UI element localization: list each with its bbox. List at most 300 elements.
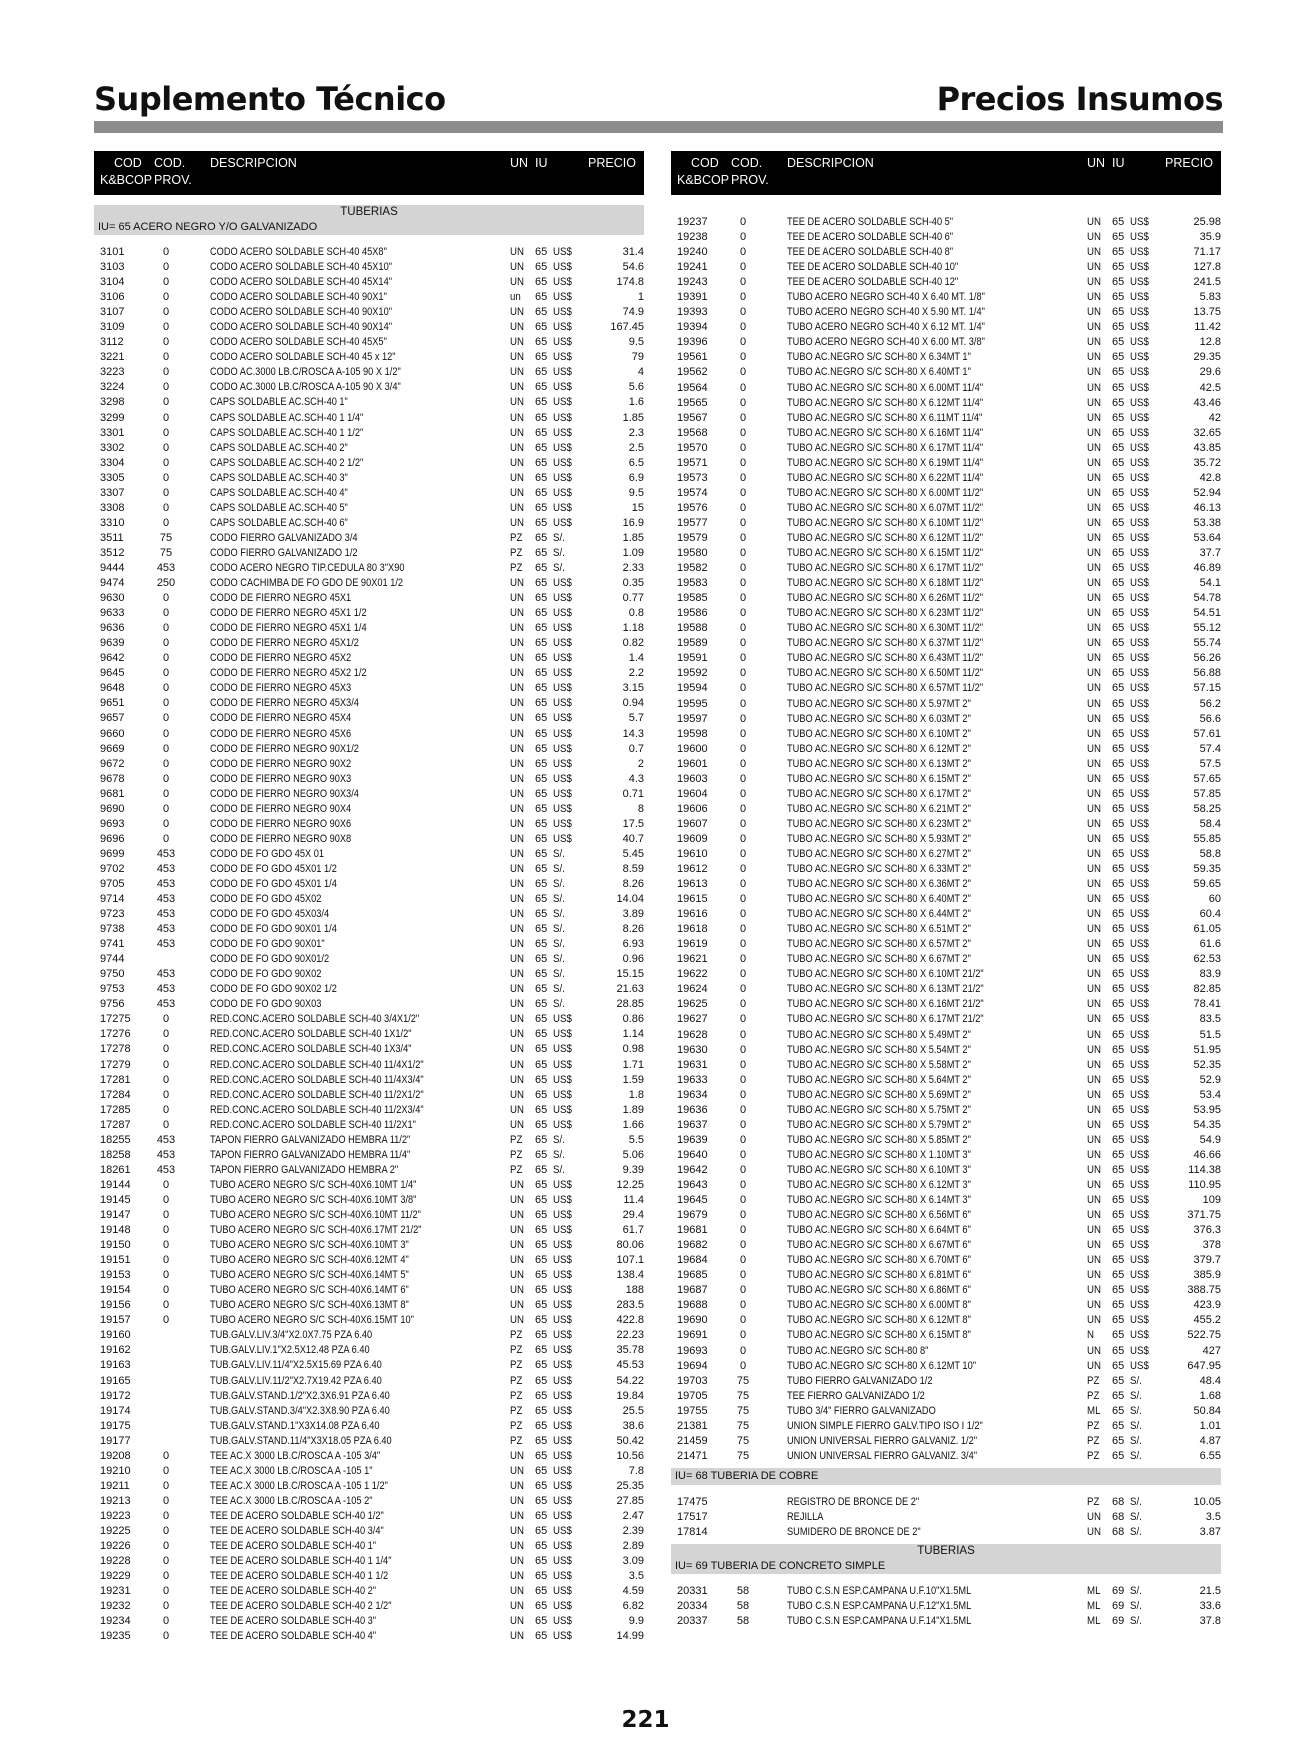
iu-index: 68: [1112, 1525, 1125, 1538]
unit: UN: [510, 1524, 524, 1537]
unit: UN: [1087, 1013, 1101, 1026]
iu-index: 65: [535, 531, 548, 544]
item-description: TUBO ACERO NEGRO SCH-40 X 6.40 MT. 1/8": [787, 291, 985, 304]
price: 8.59: [622, 862, 644, 875]
table-row: [94, 1283, 644, 1298]
unit: PZ: [510, 1148, 523, 1161]
table-row: [671, 1298, 1221, 1313]
unit: UN: [510, 1058, 524, 1071]
table-row: [671, 1584, 1221, 1599]
unit: PZ: [1087, 1389, 1100, 1402]
item-code: 20337: [677, 1615, 708, 1628]
table-row: [671, 727, 1221, 742]
item-description: TUBO ACERO NEGRO S/C SCH-40X6.10MT 11/2": [210, 1209, 421, 1221]
item-code: 19580: [677, 547, 708, 560]
price: 1.59: [622, 1073, 644, 1086]
currency: US$: [1130, 983, 1149, 996]
item-description: CODO ACERO SOLDABLE SCH-40 45X5": [210, 336, 387, 349]
currency: US$: [1130, 878, 1149, 891]
item-code: 19703: [677, 1374, 708, 1387]
currency: US$: [553, 1570, 572, 1583]
table-row: [94, 967, 644, 982]
iu-index: 65: [535, 561, 548, 574]
item-description: CODO DE FO GDO 90X01/2: [210, 953, 330, 966]
price: 43.85: [1193, 441, 1221, 454]
unit: UN: [510, 1118, 524, 1131]
provider-code: 0: [739, 878, 747, 891]
currency: US$: [553, 1615, 572, 1628]
iu-index: 65: [1112, 697, 1125, 710]
currency: US$: [553, 1419, 572, 1432]
currency: US$: [1130, 231, 1149, 244]
item-description: CODO ACERO NEGRO TIP.CEDULA 80 3"X90: [210, 561, 405, 574]
currency: US$: [1130, 1314, 1149, 1327]
unit: UN: [1087, 547, 1101, 560]
table-row: [94, 1434, 644, 1449]
unit: UN: [510, 1540, 524, 1553]
item-code: 19154: [100, 1284, 131, 1297]
iu-index: 65: [535, 1088, 548, 1101]
iu-index: 65: [1112, 1419, 1125, 1432]
currency: US$: [1130, 577, 1149, 590]
price: 53.64: [1193, 531, 1221, 544]
currency: US$: [553, 1359, 572, 1372]
iu-index: 65: [535, 787, 548, 800]
currency: US$: [553, 261, 572, 274]
unit: UN: [1087, 712, 1101, 725]
item-code: 19610: [677, 847, 708, 860]
table-row: [671, 516, 1221, 531]
unit: UN: [510, 667, 524, 680]
currency: US$: [553, 1630, 572, 1643]
unit: UN: [510, 727, 524, 740]
price: 31.4: [622, 246, 644, 258]
table-row: [94, 727, 644, 742]
currency: US$: [1130, 938, 1149, 951]
iu-index: 65: [1112, 998, 1125, 1011]
currency: US$: [1130, 471, 1149, 484]
currency: S/.: [553, 862, 565, 875]
iu-index: 65: [535, 1058, 548, 1071]
provider-code: 453: [156, 862, 176, 875]
provider-code: 0: [162, 486, 170, 499]
price: 283.5: [616, 1299, 644, 1312]
iu-index: 65: [1112, 1058, 1125, 1071]
price: 0.77: [622, 592, 644, 605]
item-code: 3302: [100, 441, 125, 454]
table-row: [94, 335, 644, 350]
unit: UN: [1087, 592, 1101, 605]
provider-code: 0: [162, 1555, 170, 1568]
item-description: TUBO AC.NEGRO S/C SCH-80 X 5.79MT 2": [787, 1118, 971, 1131]
provider-code: 0: [162, 471, 170, 484]
item-description: CODO FIERRO GALVANIZADO 1/2: [210, 546, 358, 559]
currency: US$: [553, 366, 572, 379]
price: 5.6: [628, 381, 644, 394]
currency: S/.: [1130, 1374, 1142, 1387]
table-row: [94, 486, 644, 501]
item-code: 19576: [677, 501, 708, 514]
unit: UN: [510, 908, 524, 921]
table-row: [94, 1073, 644, 1088]
provider-code: 0: [162, 1570, 170, 1583]
item-description: TUBO AC.NEGRO S/C SCH-80 X 6.23MT 2": [787, 817, 971, 830]
item-code: 19693: [677, 1344, 708, 1357]
currency: S/.: [553, 847, 565, 860]
currency: US$: [1130, 321, 1149, 334]
price: 11.42: [1194, 321, 1221, 334]
price: 54.35: [1193, 1118, 1221, 1131]
table-row: [94, 1328, 644, 1343]
price: 35.9: [1199, 231, 1221, 244]
table-row: [94, 365, 644, 380]
page-number: 221: [621, 1707, 670, 1733]
price: 3.5: [1205, 1510, 1221, 1523]
currency: US$: [553, 426, 572, 439]
iu-index: 65: [535, 1434, 548, 1447]
item-code: 9651: [100, 697, 125, 710]
provider-code: 58: [736, 1600, 750, 1613]
table-row: [94, 1539, 644, 1554]
unit: UN: [1087, 351, 1101, 364]
iu-index: 65: [535, 817, 548, 830]
iu-index: 65: [535, 697, 548, 710]
currency: S/.: [553, 1148, 565, 1161]
price: 29.4: [622, 1209, 644, 1221]
item-code: 19157: [100, 1314, 131, 1327]
iu-index: 65: [1112, 246, 1125, 259]
item-description: TUBO AC.NEGRO S/C SCH-80 X 6.44MT 2": [787, 908, 971, 921]
iu-index: 65: [1112, 832, 1125, 845]
item-code: 19595: [677, 697, 708, 710]
price: 54.9: [1199, 1133, 1221, 1146]
provider-code: 0: [739, 817, 747, 830]
item-description: TUBO ACERO NEGRO S/C SCH-40X6.10MT 1/4": [210, 1178, 417, 1191]
table-row: [671, 1043, 1221, 1058]
table-row: [671, 1328, 1221, 1343]
currency: S/.: [553, 1163, 565, 1176]
header-precio: PRECIO: [588, 156, 636, 170]
item-description: CODO ACERO SOLDABLE SCH-40 45X14": [210, 276, 392, 289]
price: 1.68: [1199, 1389, 1221, 1402]
currency: S/.: [553, 908, 565, 921]
unit: UN: [510, 1028, 524, 1041]
item-code: 19175: [100, 1419, 131, 1432]
item-code: 19682: [677, 1239, 708, 1252]
item-description: TUBO AC.NEGRO S/C SCH-80 X 6.40MT 1": [787, 366, 971, 379]
item-description: TUB.GALV.LIV.11/4"X2.5X15.69 PZA 6.40: [210, 1359, 382, 1372]
item-description: TUBO AC.NEGRO S/C SCH-80 X 6.30MT 11/2": [787, 622, 984, 635]
provider-code: 0: [739, 1058, 747, 1071]
item-code: 19613: [677, 878, 708, 891]
item-code: 19241: [677, 261, 708, 274]
iu-index: 65: [535, 1073, 548, 1086]
provider-code: 453: [156, 893, 176, 906]
provider-code: 453: [156, 1133, 176, 1146]
item-description: TUBO C.S.N ESP.CAMPANA U.F.10"X1.5ML: [787, 1585, 972, 1598]
item-code: 19562: [677, 366, 708, 379]
currency: US$: [1130, 351, 1149, 364]
provider-code: 0: [739, 231, 747, 244]
iu-index: 65: [1112, 908, 1125, 921]
unit: UN: [510, 381, 524, 394]
item-description: TUBO ACERO NEGRO SCH-40 X 6.12 MT. 1/4": [787, 321, 985, 334]
item-code: 9690: [100, 802, 125, 815]
item-code: 19607: [677, 817, 708, 830]
item-code: 19586: [677, 607, 708, 620]
iu-index: 65: [535, 1224, 548, 1237]
header-prov: COD.: [731, 156, 763, 170]
currency: US$: [553, 1314, 572, 1327]
unit: UN: [510, 276, 524, 289]
iu-index: 65: [1112, 411, 1125, 424]
table-row: [94, 1042, 644, 1057]
iu-index: 65: [1112, 1269, 1125, 1282]
item-code: 19684: [677, 1254, 708, 1267]
item-description: TUBO AC.NEGRO S/C SCH-80 X 6.67MT 6": [787, 1239, 971, 1252]
item-code: 19396: [677, 336, 708, 349]
provider-code: 0: [162, 727, 170, 740]
provider-code: 0: [162, 712, 170, 725]
price: 46.13: [1193, 501, 1221, 514]
table-row: [94, 1614, 644, 1629]
item-code: 17284: [100, 1088, 131, 1101]
item-code: 19213: [100, 1494, 131, 1507]
item-description: CODO ACERO SOLDABLE SCH-40 90X1": [210, 291, 387, 304]
table-row: [94, 1494, 644, 1509]
provider-code: 0: [739, 832, 747, 845]
unit: PZ: [510, 1434, 523, 1447]
unit: PZ: [1087, 1449, 1100, 1462]
item-code: 9756: [100, 998, 125, 1011]
item-description: TUBO ACERO NEGRO SCH-40 X 5.90 MT. 1/4": [787, 306, 985, 319]
currency: US$: [1130, 1194, 1149, 1207]
currency: US$: [553, 1284, 572, 1297]
item-description: CODO DE FO GDO 45X02: [210, 893, 322, 906]
iu-index: 65: [1112, 652, 1125, 665]
iu-index: 65: [1112, 1254, 1125, 1267]
item-code: 17814: [677, 1525, 708, 1538]
iu-index: 65: [535, 1284, 548, 1297]
item-code: 19643: [677, 1179, 708, 1191]
table-row: [94, 260, 644, 275]
iu-index: 65: [1112, 1284, 1125, 1297]
currency: US$: [553, 336, 572, 349]
currency: US$: [1130, 1118, 1149, 1131]
currency: S/.: [553, 968, 565, 981]
table-row: [671, 230, 1221, 245]
iu-index: 65: [1112, 1163, 1125, 1176]
table-row: [94, 772, 644, 787]
table-row: [94, 606, 644, 621]
spacer: [94, 235, 644, 245]
table-row: [94, 787, 644, 802]
item-code: 17275: [100, 1013, 131, 1026]
item-description: TUBO AC.NEGRO S/C SCH-80 X 6.34MT 1": [787, 351, 971, 364]
iu-index: 65: [535, 1509, 548, 1522]
provider-code: 0: [162, 1088, 170, 1101]
table-row: [94, 1569, 644, 1584]
table-row: [671, 1253, 1221, 1268]
item-code: 19240: [677, 246, 708, 259]
table-row: [671, 606, 1221, 621]
item-code: 9630: [100, 592, 125, 605]
table-row: [671, 1374, 1221, 1389]
item-description: RED.CONC.ACERO SOLDABLE SCH-40 1X1/2": [210, 1028, 412, 1041]
item-description: TUBO AC.NEGRO S/C SCH-80 X 6.17MT 11/4": [787, 441, 984, 454]
unit: PZ: [510, 1419, 523, 1432]
table-row: [671, 621, 1221, 636]
currency: US$: [1130, 1088, 1149, 1101]
provider-code: 0: [162, 832, 170, 845]
item-code: 19210: [100, 1464, 131, 1477]
item-description: TUBO AC.NEGRO S/C SCH-80 X 6.00MT 11/2": [787, 486, 984, 499]
unit: UN: [510, 1509, 524, 1522]
price: 455.2: [1193, 1314, 1221, 1327]
item-description: TUBO AC.NEGRO S/C SCH-80 X 6.19MT 11/4": [787, 456, 984, 469]
iu-index: 65: [1112, 1028, 1125, 1041]
item-code: 19165: [100, 1374, 131, 1387]
table-row: [94, 245, 644, 260]
item-code: 3511: [100, 531, 124, 544]
item-description: TUBO AC.NEGRO S/C SCH-80 X 6.56MT 6": [787, 1209, 971, 1222]
item-code: 19177: [100, 1434, 131, 1447]
table-row: [94, 832, 644, 847]
currency: S/.: [553, 877, 565, 890]
item-description: REJILLA: [787, 1510, 824, 1523]
currency: US$: [553, 246, 572, 258]
unit: UN: [510, 1193, 524, 1206]
item-description: TUBO AC.NEGRO S/C SCH-80 X 6.15MT 11/2": [787, 547, 984, 560]
iu-index: 65: [535, 1570, 548, 1583]
iu-index: 65: [1112, 1404, 1125, 1417]
provider-code: 0: [739, 1179, 747, 1191]
provider-code: 453: [156, 938, 176, 951]
currency: US$: [1130, 727, 1149, 740]
item-description: TEE DE ACERO SOLDABLE SCH-40 4": [210, 1630, 377, 1643]
unit: UN: [510, 817, 524, 830]
unit: UN: [1087, 953, 1101, 966]
header-un: UN: [1087, 156, 1106, 170]
item-description: TEE DE ACERO SOLDABLE SCH-40 6": [787, 231, 954, 244]
price: 25.5: [622, 1404, 644, 1417]
item-code: 9723: [100, 908, 125, 921]
unit: UN: [1087, 1163, 1101, 1176]
provider-code: 0: [162, 381, 170, 394]
table-row: [671, 892, 1221, 907]
item-description: CODO DE FIERRO NEGRO 90X8: [210, 832, 352, 845]
unit: PZ: [510, 1133, 523, 1146]
price: 127.8: [1193, 261, 1221, 274]
provider-code: 0: [162, 1615, 170, 1628]
provider-code: 0: [739, 501, 747, 514]
item-description: TUBO AC.NEGRO S/C SCH-80 X 6.40MT 2": [787, 893, 971, 906]
price: 51.95: [1193, 1043, 1221, 1056]
unit: UN: [510, 1239, 524, 1252]
item-code: 19585: [677, 592, 708, 605]
category-subtitle: IU= 68 TUBERIA DE COBRE: [671, 1468, 1221, 1485]
price: 60.4: [1199, 908, 1221, 921]
category-title: TUBERIAS: [917, 1545, 975, 1558]
item-code: 19160: [100, 1329, 131, 1342]
iu-index: 65: [1112, 276, 1125, 289]
item-description: TUBO AC.NEGRO S/C SCH-80 X 6.50MT 11/2": [787, 667, 984, 680]
unit: UN: [510, 321, 524, 334]
price: 241.5: [1193, 276, 1221, 289]
table-row: [671, 1344, 1221, 1359]
table-row: [94, 1058, 644, 1073]
currency: US$: [553, 622, 572, 635]
table-row: [671, 1434, 1221, 1449]
table-row: [671, 712, 1221, 727]
item-description: CODO DE FIERRO NEGRO 90X1/2: [210, 742, 359, 755]
currency: US$: [553, 321, 572, 334]
price: 4.59: [622, 1585, 644, 1598]
provider-code: 0: [162, 1254, 170, 1267]
unit: UN: [510, 877, 524, 890]
item-description: CODO DE FIERRO NEGRO 45X2: [210, 652, 352, 665]
price: 2.89: [622, 1540, 644, 1553]
item-description: TUBO AC.NEGRO S/C SCH-80 X 6.15MT 8": [787, 1329, 971, 1342]
item-description: TUBO ACERO NEGRO S/C SCH-40X6.14MT 6": [210, 1284, 409, 1297]
price: 21.5: [1199, 1585, 1221, 1598]
unit: UN: [510, 1314, 524, 1327]
unit: un: [510, 291, 521, 304]
iu-index: 65: [535, 1163, 548, 1176]
currency: S/.: [1130, 1615, 1142, 1628]
provider-code: 0: [739, 1269, 747, 1282]
unit: UN: [1087, 667, 1101, 680]
price: 57.15: [1193, 682, 1221, 695]
table-row: [671, 396, 1221, 411]
price: 1.71: [622, 1058, 644, 1071]
item-code: 19591: [677, 652, 708, 665]
item-code: 9681: [100, 787, 125, 800]
currency: US$: [1130, 998, 1149, 1011]
provider-code: 0: [739, 246, 747, 259]
currency: US$: [1130, 622, 1149, 635]
item-description: CODO DE FIERRO NEGRO 45X3: [210, 682, 352, 695]
table-row: [671, 1268, 1221, 1283]
table-row: [671, 411, 1221, 426]
item-code: 19606: [677, 802, 708, 815]
price: 2.5: [628, 441, 644, 454]
price: 2: [637, 757, 644, 770]
iu-index: 65: [535, 757, 548, 770]
provider-code: 0: [739, 396, 747, 409]
unit: UN: [510, 832, 524, 845]
item-description: TUBO AC.NEGRO S/C SCH-80 X 6.12MT 10": [787, 1359, 976, 1372]
currency: US$: [553, 667, 572, 680]
item-description: CODO ACERO SOLDABLE SCH-40 45X8": [210, 246, 387, 258]
currency: US$: [1130, 968, 1149, 981]
price: 14.04: [616, 893, 644, 906]
iu-index: 65: [535, 1239, 548, 1252]
iu-index: 65: [535, 426, 548, 439]
iu-index: 65: [1112, 1103, 1125, 1116]
unit: UN: [1087, 1314, 1101, 1327]
item-code: 9741: [100, 938, 125, 951]
currency: US$: [553, 1224, 572, 1237]
item-description: CODO DE FIERRO NEGRO 90X3: [210, 772, 352, 785]
unit: UN: [1087, 1073, 1101, 1086]
provider-code: 75: [736, 1374, 750, 1387]
price: 2.47: [622, 1509, 644, 1522]
price: 9.5: [628, 486, 644, 499]
provider-code: 0: [739, 261, 747, 274]
unit: UN: [510, 1224, 524, 1237]
item-code: 9702: [100, 862, 125, 875]
